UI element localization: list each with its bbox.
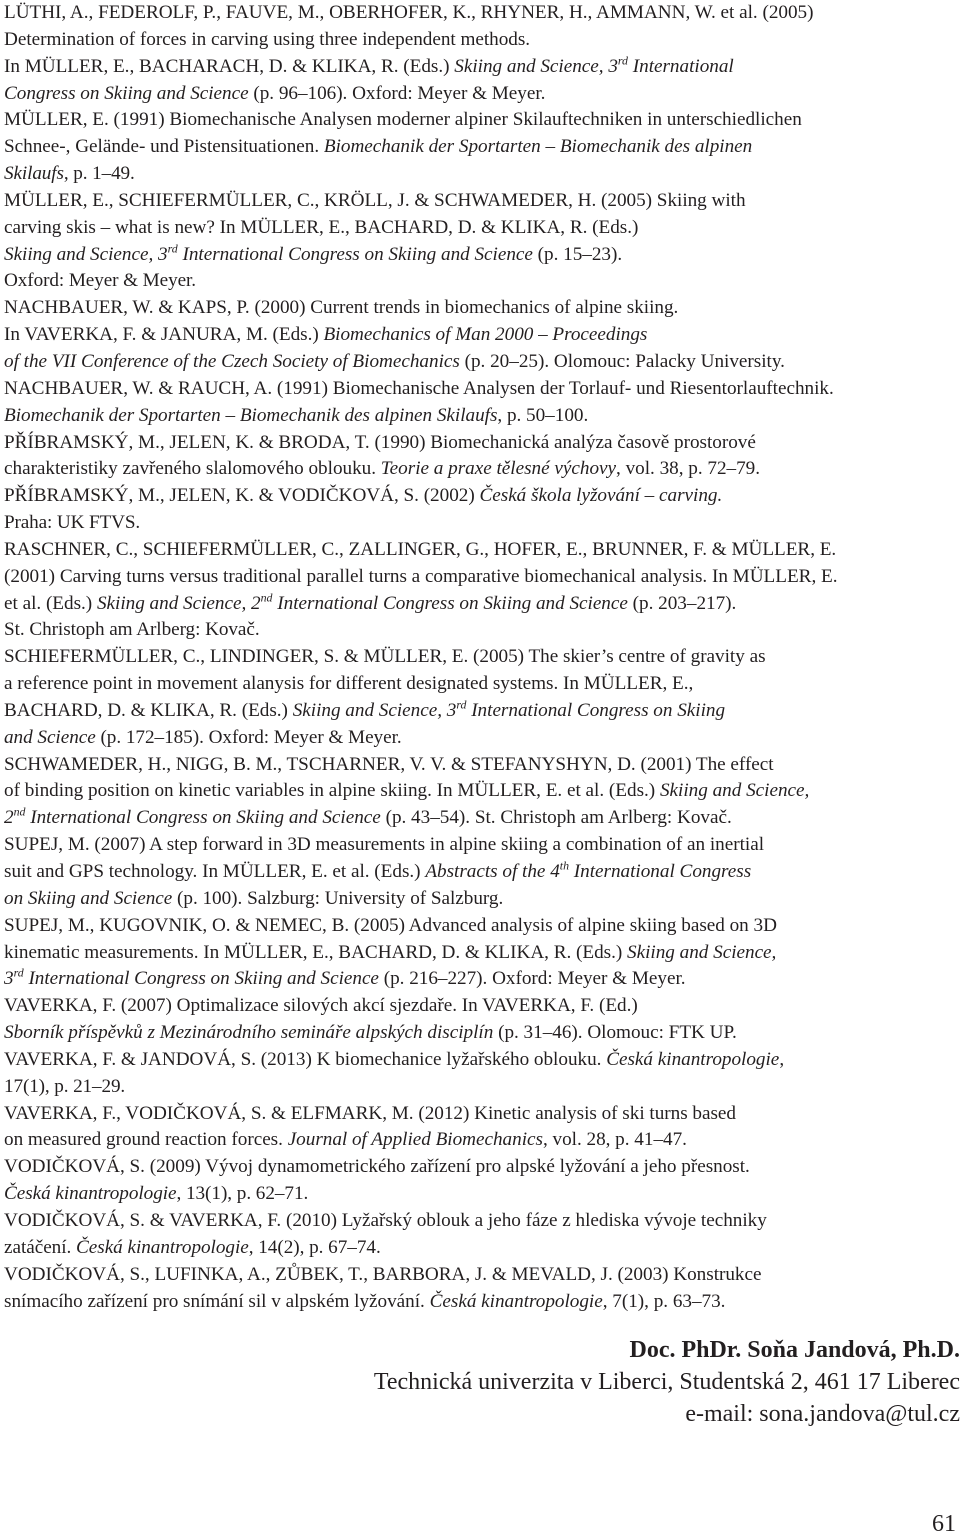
reference-entry — [4, 1208, 954, 1262]
reference-line — [4, 1101, 954, 1128]
reference-text: VODIČKOVÁ, S. & VAVERKA, F. (2010) Lyžařský oblouk a jeho fáze z hlediska vývoje techniky — [4, 1209, 767, 1231]
reference-line — [4, 886, 954, 913]
reference-text: (p. 31–46). Olomouc: FTK UP. — [493, 1022, 737, 1044]
reference-text: Schnee-, Gelände- und Pistensituationen. — [4, 136, 324, 158]
reference-text: charakteristiky zavřeného slalomového oblouku. — [4, 458, 381, 480]
reference-text: PŘÍBRAMSKÝ, M., JELEN, K. & BRODA, T. (1990) Biomechanická analýza časově prostorové — [4, 431, 756, 453]
reference-line — [4, 940, 954, 967]
reference-line — [4, 1020, 954, 1047]
reference-entry — [4, 107, 954, 188]
reference-entry — [4, 1154, 954, 1208]
reference-text: (p. 96–106). Oxford: Meyer & Meyer. — [248, 82, 546, 104]
reference-text: , vol. 28, p. 41–47. — [542, 1129, 687, 1151]
reference-text: (2001) Carving turns versus traditional parallel turns a comparative biomechanical analysis. In MÜLLER, E. — [4, 565, 838, 587]
italic-text: Sborník příspěvků z Mezinárodního semináře alpských disciplín — [4, 1022, 494, 1044]
reference-line — [4, 1262, 954, 1289]
reference-text: carving skis – what is new? In MÜLLER, E., BACHARD, D. & KLIKA, R. (Eds.) — [4, 216, 639, 238]
reference-text: (p. 20–25). Olomouc: Palacky University. — [459, 350, 785, 372]
reference-line — [4, 1127, 954, 1154]
reference-line — [4, 0, 954, 27]
italic-text: International — [627, 55, 734, 77]
reference-text: , 13(1), p. 62–71. — [176, 1183, 309, 1205]
reference-text: MÜLLER, E. (1991) Biomechanische Analysen moderner alpiner Skilauftechniken in unterschiedlichen — [4, 109, 802, 131]
italic-text: Česká kinantropologie — [76, 1236, 249, 1258]
italic-text: Biomechanik der Sportarten – Biomechanik des alpinen Skilaufs — [4, 404, 498, 426]
reference-entry — [4, 430, 954, 484]
reference-text: VODIČKOVÁ, S., LUFINKA, A., ZŮBEK, T., BARBORA, J. & MEVALD, J. (2003) Konstrukce — [4, 1263, 762, 1285]
reference-text: on measured ground reaction forces. — [4, 1129, 288, 1151]
reference-line — [4, 483, 954, 510]
reference-text: Oxford: Meyer & Meyer. — [4, 270, 196, 292]
reference-line — [4, 295, 954, 322]
italic-text: Skilaufs — [4, 163, 64, 185]
italic-text: International Congress on Skiing and Science — [23, 968, 379, 990]
reference-line — [4, 913, 954, 940]
italic-text: Česká škola lyžování – carving. — [479, 485, 723, 507]
reference-text: (p. 100). Salzburg: University of Salzburg. — [172, 887, 504, 909]
reference-line — [4, 215, 954, 242]
reference-line — [4, 858, 954, 886]
italic-text: Biomechanik der Sportarten – Biomechanik des alpinen — [323, 136, 753, 158]
italic-text: Česká kinantropologie — [429, 1290, 603, 1312]
italic-text: Biomechanics of Man 2000 – Proceedings — [323, 324, 648, 346]
reference-entry — [4, 376, 954, 430]
reference-line — [4, 1074, 954, 1101]
reference-line — [4, 1208, 954, 1235]
reference-line — [4, 993, 954, 1020]
reference-text: BACHARD, D. & KLIKA, R. (Eds.) — [4, 699, 293, 721]
reference-entry — [4, 1262, 954, 1316]
reference-line — [4, 188, 954, 215]
italic-text: International Congress on Skiing and Science — [177, 243, 533, 265]
reference-entry — [4, 188, 954, 295]
reference-entry — [4, 913, 954, 994]
italic-text: Česká kinantropologie — [4, 1183, 177, 1205]
reference-text: , p. 50–100. — [497, 404, 589, 426]
reference-line — [4, 403, 954, 430]
italic-text: Skiing and Science, 3 — [292, 699, 457, 721]
reference-text: VAVERKA, F. (2007) Optimalizace silových akcí sjezdaře. In VAVERKA, F. (Ed.) — [4, 995, 638, 1017]
ordinal-suffix: rd — [456, 697, 467, 712]
reference-text: a reference point in movement alanysis for different designated systems. In MÜLLER, E., — [4, 673, 694, 695]
italic-text: and Science — [4, 726, 96, 748]
reference-text: LÜTHI, A., FEDEROLF, P., FAUVE, M., OBERHOFER, K., RHYNER, H., AMMANN, W. et al. (2005) — [4, 2, 814, 23]
italic-text: International Congress on Skiing and Science — [25, 807, 381, 829]
italic-text: Skiing and Science, — [659, 780, 810, 802]
italic-text: Congress on Skiing and Science — [4, 82, 249, 104]
reference-line — [4, 134, 954, 161]
reference-line — [4, 537, 954, 564]
reference-text: (p. 172–185). Oxford: Meyer & Meyer. — [95, 726, 402, 748]
italic-text: International Congress on Skiing — [466, 699, 726, 721]
reference-line — [4, 965, 954, 993]
italic-text: Skiing and Science, 3 — [454, 55, 618, 77]
italic-text: Abstracts of the 4 — [425, 861, 560, 882]
reference-text: suit and GPS technology. In MÜLLER, E. et al. (Eds.) — [4, 861, 426, 882]
reference-line — [4, 804, 954, 832]
author-affiliation: Technická univerzita v Liberci, Studentská 2, 461 17 Liberec — [373, 1369, 960, 1395]
reference-entry — [4, 752, 954, 833]
reference-line — [4, 778, 954, 805]
italic-text: Česká kinantropologie — [606, 1048, 780, 1070]
reference-line — [4, 322, 954, 349]
reference-text: PŘÍBRAMSKÝ, M., JELEN, K. & VODIČKOVÁ, S. (2002) — [4, 485, 480, 507]
reference-entry — [4, 537, 954, 644]
italic-text: 3 — [4, 968, 14, 990]
reference-entry — [4, 295, 954, 376]
reference-line — [4, 27, 954, 54]
reference-text: (p. 43–54). St. Christoph am Arlberg: Kovač. — [380, 807, 732, 829]
reference-text: SUPEJ, M. (2007) A step forward in 3D measurements in alpine skiing a combination of an inertial — [4, 834, 765, 856]
reference-text: , 7(1), p. 63–73. — [602, 1290, 726, 1312]
reference-line — [4, 1047, 954, 1074]
reference-text: SCHWAMEDER, H., NIGG, B. M., TSCHARNER, V. V. & STEFANYSHYN, D. (2001) The effect — [4, 753, 774, 775]
reference-text: (p. 15–23). — [532, 243, 623, 265]
author-block — [240, 1334, 960, 1430]
reference-line — [4, 617, 954, 644]
reference-text: Praha: UK FTVS. — [4, 512, 141, 534]
reference-line — [4, 268, 954, 295]
reference-line — [4, 81, 954, 108]
reference-text: (p. 203–217). — [627, 592, 737, 614]
reference-list — [4, 0, 954, 1315]
reference-text: (p. 216–227). Oxford: Meyer & Meyer. — [378, 968, 686, 990]
reference-line — [4, 161, 954, 188]
reference-entry — [4, 1047, 954, 1101]
reference-text: VAVERKA, F., VODIČKOVÁ, S. & ELFMARK, M. (2012) Kinetic analysis of ski turns based — [4, 1102, 736, 1124]
reference-entry — [4, 832, 954, 913]
reference-text: , p. 1–49. — [63, 163, 135, 185]
italic-text: on Skiing and Science — [4, 887, 173, 909]
reference-line — [4, 832, 954, 859]
author-email: e-mail: sona.jandova@tul.cz — [685, 1401, 960, 1427]
page-number: 61 — [932, 1511, 956, 1537]
reference-text: RASCHNER, C., SCHIEFERMÜLLER, C., ZALLINGER, G., HOFER, E., BRUNNER, F. & MÜLLER, E. — [4, 538, 837, 560]
reference-line — [4, 697, 954, 725]
reference-line — [4, 564, 954, 591]
reference-text: NACHBAUER, W. & KAPS, P. (2000) Current trends in biomechanics of alpine skiing. — [4, 297, 679, 319]
italic-text: International Congress on Skiing and Science — [272, 592, 628, 614]
ordinal-suffix: rd — [617, 53, 628, 68]
italic-text: Journal of Applied Biomechanics — [287, 1129, 543, 1151]
reference-text: of binding position on kinetic variables in alpine skiing. In MÜLLER, E. et al. (Eds.) — [4, 780, 660, 802]
reference-line — [4, 241, 954, 269]
reference-entry — [4, 0, 954, 107]
reference-line — [4, 349, 954, 376]
ordinal-suffix: rd — [13, 965, 24, 980]
ordinal-suffix: nd — [260, 590, 273, 605]
reference-line — [4, 1235, 954, 1262]
reference-line — [4, 1154, 954, 1181]
reference-entry — [4, 993, 954, 1047]
reference-text: In MÜLLER, E., BACHARACH, D. & KLIKA, R. (Eds.) — [4, 55, 455, 77]
reference-line — [4, 752, 954, 779]
reference-line — [4, 1289, 954, 1316]
italic-text: Skiing and Science, — [627, 941, 777, 963]
reference-entry — [4, 1101, 954, 1155]
reference-text: VAVERKA, F. & JANDOVÁ, S. (2013) K biomechanice lyžařského oblouku. — [4, 1048, 607, 1070]
reference-text: et al. (Eds.) — [4, 592, 97, 614]
reference-line — [4, 53, 954, 81]
reference-text: snímacího zařízení pro snímání sil v alpském lyžování. — [4, 1290, 430, 1312]
reference-text: NACHBAUER, W. & RAUCH, A. (1991) Biomechanische Analysen der Torlauf- und Riesentorlauftechnik. — [4, 377, 834, 399]
ordinal-suffix: nd — [13, 804, 26, 819]
ordinal-suffix: rd — [167, 241, 178, 256]
reference-text: In VAVERKA, F. & JANURA, M. (Eds.) — [4, 324, 324, 346]
reference-text: , vol. 38, p. 72–79. — [616, 458, 761, 480]
reference-text: 17(1), p. 21–29. — [4, 1075, 126, 1097]
reference-text: St. Christoph am Arlberg: Kovač. — [4, 619, 260, 641]
reference-text: , — [779, 1048, 785, 1070]
reference-text: VODIČKOVÁ, S. (2009) Vývoj dynamometrického zařízení pro alpské lyžování a jeho přesnost. — [4, 1156, 750, 1178]
reference-text: Determination of forces in carving using three independent methods. — [4, 28, 531, 50]
italic-text: Skiing and Science, 2 — [96, 592, 261, 614]
italic-text: 2 — [4, 807, 14, 829]
reference-text: SCHIEFERMÜLLER, C., LINDINGER, S. & MÜLLER, E. (2005) The skier’s centre of gravity as — [4, 646, 766, 668]
reference-entry — [4, 644, 954, 751]
reference-text: zatáčení. — [4, 1236, 77, 1258]
reference-line — [4, 671, 954, 698]
reference-line — [4, 107, 954, 134]
reference-line — [4, 725, 954, 752]
reference-line — [4, 456, 954, 483]
reference-line — [4, 430, 954, 457]
reference-text: , 14(2), p. 67–74. — [248, 1236, 381, 1258]
reference-text: MÜLLER, E., SCHIEFERMÜLLER, C., KRÖLL, J. & SCHWAMEDER, H. (2005) Skiing with — [4, 189, 746, 211]
italic-text: Skiing and Science, 3 — [4, 243, 168, 265]
reference-text: kinematic measurements. In MÜLLER, E., BACHARD, D. & KLIKA, R. (Eds.) — [4, 941, 628, 963]
reference-entry — [4, 483, 954, 537]
reference-line — [4, 644, 954, 671]
italic-text: International Congress — [569, 861, 752, 882]
reference-line — [4, 510, 954, 537]
italic-text: Teorie a praxe tělesné výchovy — [380, 458, 617, 480]
author-name: Doc. PhDr. Soňa Jandová, Ph.D. — [629, 1337, 960, 1363]
reference-line — [4, 590, 954, 618]
reference-line — [4, 1181, 954, 1208]
reference-text: SUPEJ, M., KUGOVNIK, O. & NEMEC, B. (2005) Advanced analysis of alpine skiing based on 3D — [4, 914, 777, 936]
ordinal-suffix: th — [559, 858, 569, 873]
italic-text: of the VII Conference of the Czech Society of Biomechanics — [4, 350, 460, 372]
reference-line — [4, 376, 954, 403]
